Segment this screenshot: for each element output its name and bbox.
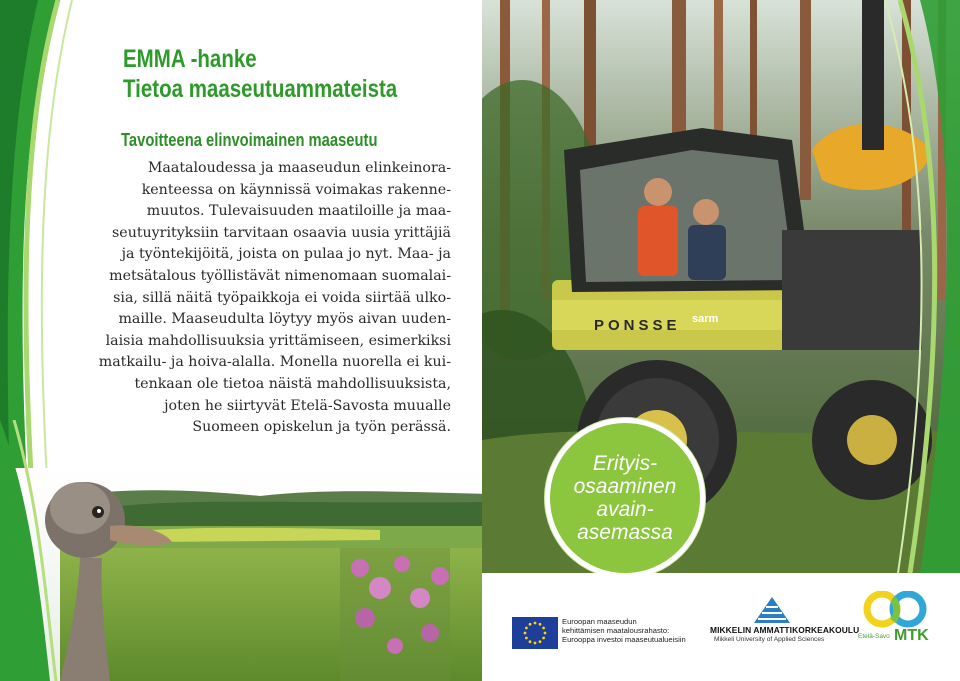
eu-line-1: Euroopan maaseudun [562,617,637,626]
paragraph-line: kenteessa on käynnissä voimakas rakenne- [141,181,451,198]
body-paragraph [96,158,451,453]
paragraph-line: seutuyrityksiin tarvitaan osaavia uusia yrittäjiä [112,224,451,241]
eu-line-2: kehittämisen maatalousrahasto: [562,626,670,636]
eu-line-3: Eurooppa investoi maaseutualueisiin [562,635,686,645]
mamk-name: MIKKELIN AMMATTIKORKEAKOULU [710,625,860,635]
paragraph-line: Maataloudessa ja maaseudun elinkeinora- [147,160,451,176]
paragraph-line: muutos. Tulevaisuuden maatiloille ja maa- [146,203,451,220]
machine-brand-label: PONSSE [594,317,681,334]
decorative-swoosh-right [860,0,960,573]
paragraph-line: metsätalous työllistävät nimenomaan suomalai- [109,267,451,284]
section-heading: Tavoitteena elinvoimainen maaseutu [121,130,378,150]
mamk-logo-icon [750,593,794,627]
paragraph-line: Suomeen opiskelun ja työn perässä. [192,419,451,436]
paragraph-line: tenkaan ole tietoa näistä mahdollisuuksista, [134,375,451,392]
paragraph-line: maille. Maaseudulta löytyy myös aivan uuden- [118,311,451,328]
eu-funding-text [562,617,686,645]
page-title [123,44,397,104]
title-line-1: EMMA -hanke [123,45,257,73]
title-line-2: Tietoa maaseutuammateista [123,75,398,103]
fireweed-flowers [340,548,450,681]
decorative-swoosh-bottom [0,420,60,681]
mtk-region: Etelä-Savo [858,633,890,640]
paragraph-line: ja työntekijöitä, joista on pulaa jo nyt. Maa- ja [121,246,451,263]
logo-strip [482,573,960,681]
mamk-subtitle: Mikkeli University of Applied Sciences [714,636,825,643]
landscape-photo [0,468,490,681]
paragraph-line: matkailu- ja hoiva-alalla. Monella nuorella ei kui- [98,354,451,371]
mtk-name: MTK [894,627,929,644]
paragraph-line: joten he siirtyvät Etelä-Savosta muualle [164,397,451,414]
badge-text: Erityis- osaaminen avain- asemassa [573,452,677,544]
paragraph-line: laisia mahdollisuuksia yrittämiseen, esimerkiksi [105,332,451,349]
highlight-badge [545,418,705,578]
machine-brand-label-2: sarm [692,313,719,325]
paragraph-line: sia, sillä näitä työpaikkoja ei voida siirtää ulko- [113,289,451,306]
eu-flag-icon [512,617,558,649]
